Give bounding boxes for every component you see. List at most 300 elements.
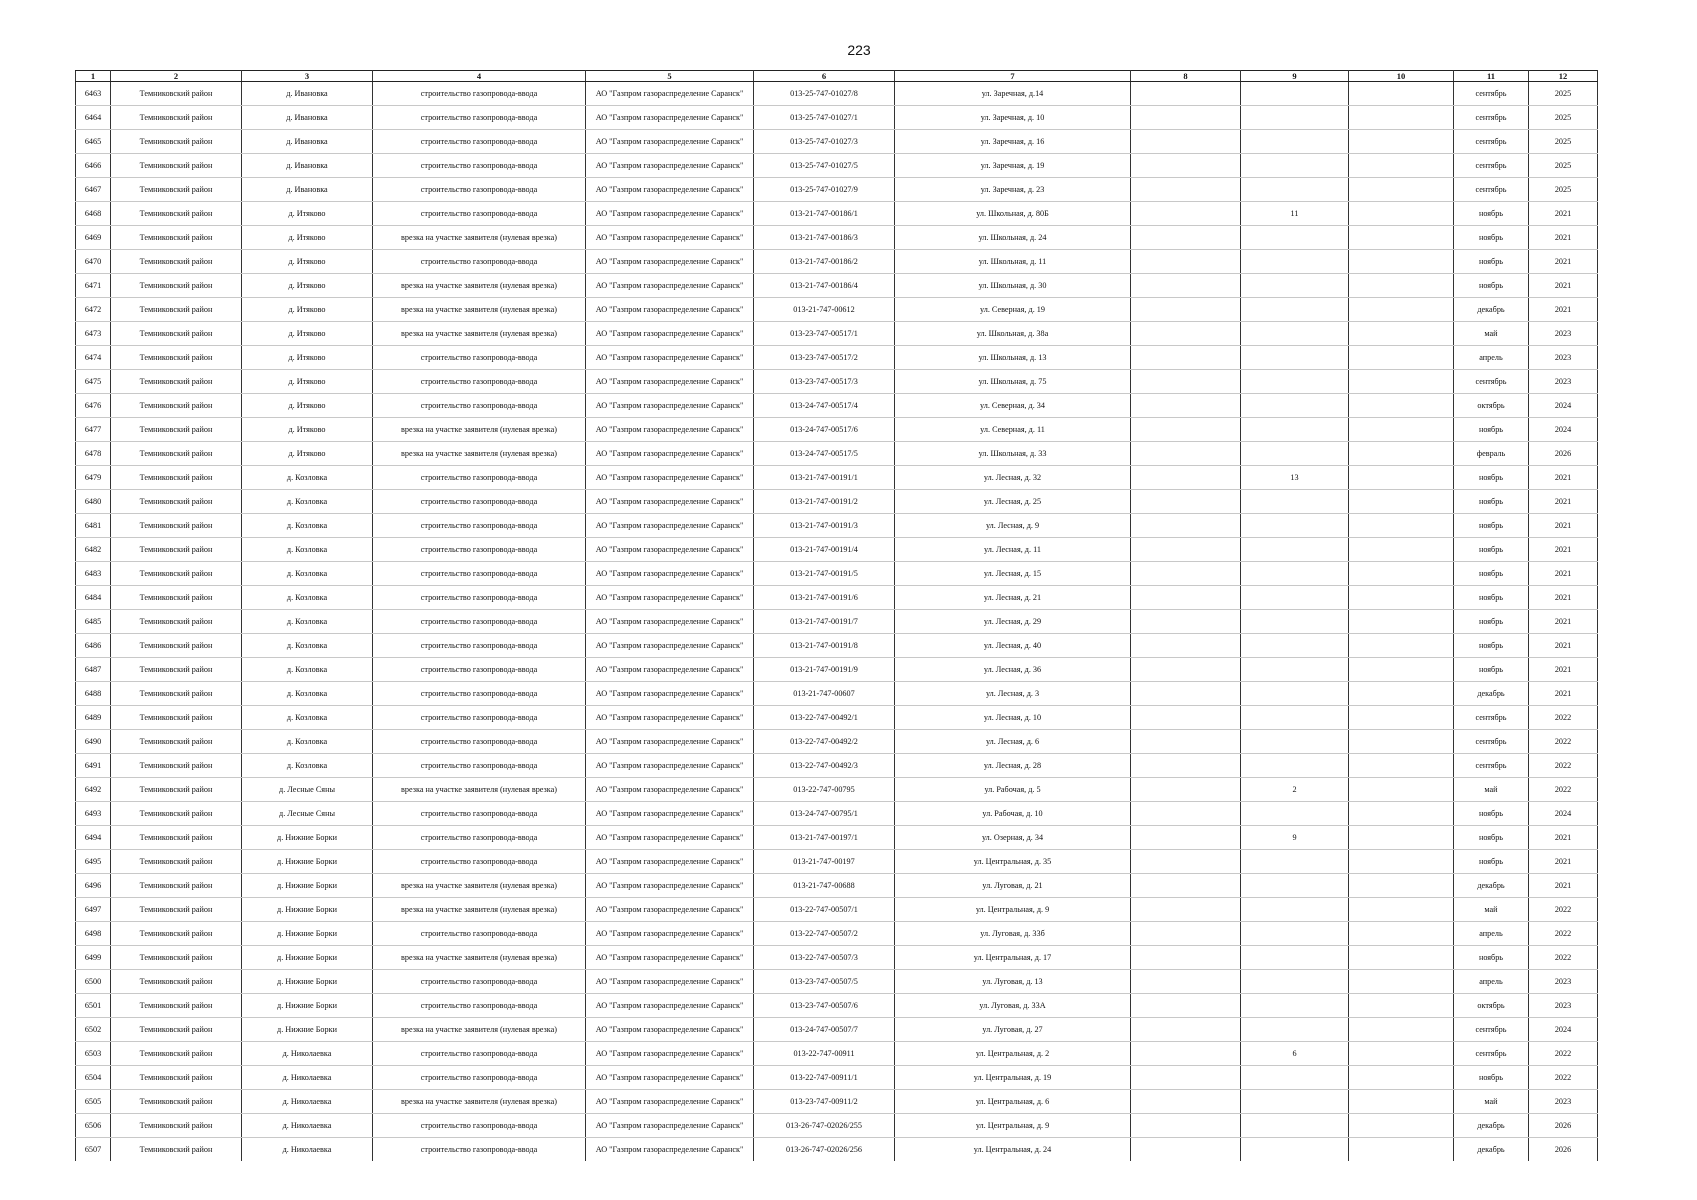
address-cell: ул. Лесная, д. 21 — [895, 586, 1131, 610]
contract-number-cell: 013-21-747-00191/7 — [754, 610, 895, 634]
district-cell: Темниковский район — [111, 610, 242, 634]
col-10-cell — [1349, 874, 1454, 898]
organization-cell: АО "Газпром газораспределение Саранск" — [586, 658, 754, 682]
district-cell: Темниковский район — [111, 778, 242, 802]
address-cell: ул. Лесная, д. 6 — [895, 730, 1131, 754]
col-10-cell — [1349, 250, 1454, 274]
contract-number-cell: 013-22-747-00492/2 — [754, 730, 895, 754]
organization-cell: АО "Газпром газораспределение Саранск" — [586, 202, 754, 226]
address-cell: ул. Лесная, д. 40 — [895, 634, 1131, 658]
contract-number-cell: 013-25-747-01027/3 — [754, 130, 895, 154]
organization-cell: АО "Газпром газораспределение Саранск" — [586, 850, 754, 874]
work-type-cell: строительство газопровода-ввода — [373, 346, 586, 370]
col-10-cell — [1349, 850, 1454, 874]
contract-number-cell: 013-24-747-00517/6 — [754, 418, 895, 442]
col-10-cell — [1349, 202, 1454, 226]
address-cell: ул. Лесная, д. 11 — [895, 538, 1131, 562]
year-cell: 2021 — [1529, 466, 1598, 490]
col-8-cell — [1131, 442, 1241, 466]
district-cell: Темниковский район — [111, 1138, 242, 1162]
address-cell: ул. Заречная, д. 23 — [895, 178, 1131, 202]
organization-cell: АО "Газпром газораспределение Саранск" — [586, 778, 754, 802]
contract-number-cell: 013-21-747-00191/1 — [754, 466, 895, 490]
district-cell: Темниковский район — [111, 970, 242, 994]
row-number-cell: 6486 — [76, 634, 111, 658]
col-10-cell — [1349, 82, 1454, 106]
row-number-cell: 6470 — [76, 250, 111, 274]
settlement-cell: д. Итяково — [242, 418, 373, 442]
work-type-cell: строительство газопровода-ввода — [373, 634, 586, 658]
address-cell: ул. Лесная, д. 3 — [895, 682, 1131, 706]
settlement-cell: д. Николаевка — [242, 1090, 373, 1114]
col-8-cell — [1131, 562, 1241, 586]
gasification-register-table — [75, 70, 1598, 1161]
row-number-cell: 6481 — [76, 514, 111, 538]
work-type-cell: строительство газопровода-ввода — [373, 466, 586, 490]
contract-number-cell: 013-21-747-00191/3 — [754, 514, 895, 538]
col-10-cell — [1349, 826, 1454, 850]
district-cell: Темниковский район — [111, 730, 242, 754]
district-cell: Темниковский район — [111, 1114, 242, 1138]
district-cell: Темниковский район — [111, 1042, 242, 1066]
settlement-cell: д. Николаевка — [242, 1138, 373, 1162]
year-cell: 2023 — [1529, 346, 1598, 370]
month-cell: ноябрь — [1454, 514, 1529, 538]
district-cell: Темниковский район — [111, 370, 242, 394]
col-8-cell — [1131, 1018, 1241, 1042]
settlement-cell: д. Ивановка — [242, 82, 373, 106]
col-10-cell — [1349, 226, 1454, 250]
work-type-cell: врезка на участке заявителя (нулевая врезка) — [373, 322, 586, 346]
organization-cell: АО "Газпром газораспределение Саранск" — [586, 226, 754, 250]
col-10-cell — [1349, 562, 1454, 586]
col-9-cell: 11 — [1241, 202, 1349, 226]
settlement-cell: д. Козловка — [242, 562, 373, 586]
work-type-cell: строительство газопровода-ввода — [373, 1114, 586, 1138]
table-row — [76, 586, 1598, 610]
district-cell: Темниковский район — [111, 442, 242, 466]
column-header: 7 — [895, 71, 1131, 82]
district-cell: Темниковский район — [111, 946, 242, 970]
row-number-cell: 6473 — [76, 322, 111, 346]
contract-number-cell: 013-26-747-02026/256 — [754, 1138, 895, 1162]
work-type-cell: строительство газопровода-ввода — [373, 154, 586, 178]
address-cell: ул. Озерная, д. 34 — [895, 826, 1131, 850]
year-cell: 2024 — [1529, 418, 1598, 442]
month-cell: сентябрь — [1454, 1018, 1529, 1042]
row-number-cell: 6488 — [76, 682, 111, 706]
month-cell: ноябрь — [1454, 538, 1529, 562]
col-10-cell — [1349, 154, 1454, 178]
col-9-cell — [1241, 610, 1349, 634]
table-row — [76, 322, 1598, 346]
work-type-cell: строительство газопровода-ввода — [373, 802, 586, 826]
col-9-cell — [1241, 682, 1349, 706]
contract-number-cell: 013-22-747-00911/1 — [754, 1066, 895, 1090]
year-cell: 2021 — [1529, 586, 1598, 610]
col-8-cell — [1131, 682, 1241, 706]
table-row — [76, 1018, 1598, 1042]
district-cell: Темниковский район — [111, 466, 242, 490]
organization-cell: АО "Газпром газораспределение Саранск" — [586, 82, 754, 106]
col-8-cell — [1131, 658, 1241, 682]
work-type-cell: строительство газопровода-ввода — [373, 1138, 586, 1162]
col-10-cell — [1349, 442, 1454, 466]
address-cell: ул. Северная, д. 34 — [895, 394, 1131, 418]
work-type-cell: строительство газопровода-ввода — [373, 682, 586, 706]
col-10-cell — [1349, 1066, 1454, 1090]
address-cell: ул. Школьная, д. 24 — [895, 226, 1131, 250]
month-cell: сентябрь — [1454, 106, 1529, 130]
organization-cell: АО "Газпром газораспределение Саранск" — [586, 250, 754, 274]
district-cell: Темниковский район — [111, 562, 242, 586]
year-cell: 2024 — [1529, 1018, 1598, 1042]
work-type-cell: строительство газопровода-ввода — [373, 922, 586, 946]
work-type-cell: строительство газопровода-ввода — [373, 586, 586, 610]
col-8-cell — [1131, 82, 1241, 106]
district-cell: Темниковский район — [111, 298, 242, 322]
settlement-cell: д. Лесные Cяны — [242, 778, 373, 802]
column-header: 12 — [1529, 71, 1598, 82]
district-cell: Темниковский район — [111, 538, 242, 562]
month-cell: ноябрь — [1454, 802, 1529, 826]
settlement-cell: д. Ивановка — [242, 106, 373, 130]
col-10-cell — [1349, 946, 1454, 970]
year-cell: 2021 — [1529, 202, 1598, 226]
col-10-cell — [1349, 970, 1454, 994]
settlement-cell: д. Нижние Борки — [242, 946, 373, 970]
col-10-cell — [1349, 466, 1454, 490]
year-cell: 2022 — [1529, 706, 1598, 730]
address-cell: ул. Школьная, д. 13 — [895, 346, 1131, 370]
col-10-cell — [1349, 298, 1454, 322]
month-cell: ноябрь — [1454, 610, 1529, 634]
settlement-cell: д. Нижние Борки — [242, 994, 373, 1018]
settlement-cell: д. Козловка — [242, 610, 373, 634]
address-cell: ул. Луговая, д. 33А — [895, 994, 1131, 1018]
address-cell: ул. Лесная, д. 28 — [895, 754, 1131, 778]
address-cell: ул. Луговая, д. 13 — [895, 970, 1131, 994]
col-8-cell — [1131, 226, 1241, 250]
settlement-cell: д. Козловка — [242, 490, 373, 514]
district-cell: Темниковский район — [111, 322, 242, 346]
district-cell: Темниковский район — [111, 1090, 242, 1114]
col-8-cell — [1131, 490, 1241, 514]
col-9-cell — [1241, 322, 1349, 346]
organization-cell: АО "Газпром газораспределение Саранск" — [586, 1090, 754, 1114]
address-cell: ул. Центральная, д. 2 — [895, 1042, 1131, 1066]
year-cell: 2021 — [1529, 514, 1598, 538]
address-cell: ул. Лесная, д. 15 — [895, 562, 1131, 586]
year-cell: 2021 — [1529, 850, 1598, 874]
col-9-cell — [1241, 226, 1349, 250]
organization-cell: АО "Газпром газораспределение Саранск" — [586, 610, 754, 634]
organization-cell: АО "Газпром газораспределение Саранск" — [586, 1066, 754, 1090]
month-cell: сентябрь — [1454, 706, 1529, 730]
district-cell: Темниковский район — [111, 130, 242, 154]
row-number-cell: 6505 — [76, 1090, 111, 1114]
table-row — [76, 202, 1598, 226]
table-row — [76, 418, 1598, 442]
address-cell: ул. Центральная, д. 19 — [895, 1066, 1131, 1090]
col-10-cell — [1349, 682, 1454, 706]
col-9-cell: 13 — [1241, 466, 1349, 490]
row-number-cell: 6468 — [76, 202, 111, 226]
district-cell: Темниковский район — [111, 898, 242, 922]
col-9-cell: 2 — [1241, 778, 1349, 802]
settlement-cell: д. Козловка — [242, 514, 373, 538]
month-cell: ноябрь — [1454, 466, 1529, 490]
year-cell: 2025 — [1529, 130, 1598, 154]
organization-cell: АО "Газпром газораспределение Саранск" — [586, 130, 754, 154]
col-8-cell — [1131, 418, 1241, 442]
organization-cell: АО "Газпром газораспределение Саранск" — [586, 922, 754, 946]
year-cell: 2026 — [1529, 1138, 1598, 1162]
address-cell: ул. Заречная, д. 10 — [895, 106, 1131, 130]
row-number-cell: 6493 — [76, 802, 111, 826]
address-cell: ул. Северная, д. 11 — [895, 418, 1131, 442]
work-type-cell: врезка на участке заявителя (нулевая врезка) — [373, 1018, 586, 1042]
organization-cell: АО "Газпром газораспределение Саранск" — [586, 682, 754, 706]
settlement-cell: д. Нижние Борки — [242, 826, 373, 850]
col-10-cell — [1349, 586, 1454, 610]
contract-number-cell: 013-23-747-00517/1 — [754, 322, 895, 346]
year-cell: 2021 — [1529, 826, 1598, 850]
organization-cell: АО "Газпром газораспределение Саранск" — [586, 298, 754, 322]
col-9-cell — [1241, 298, 1349, 322]
col-8-cell — [1131, 154, 1241, 178]
year-cell: 2023 — [1529, 322, 1598, 346]
address-cell: ул. Рабочая, д. 5 — [895, 778, 1131, 802]
organization-cell: АО "Газпром газораспределение Саранск" — [586, 106, 754, 130]
col-8-cell — [1131, 850, 1241, 874]
work-type-cell: строительство газопровода-ввода — [373, 82, 586, 106]
organization-cell: АО "Газпром газораспределение Саранск" — [586, 946, 754, 970]
col-8-cell — [1131, 1090, 1241, 1114]
col-9-cell — [1241, 346, 1349, 370]
table-row — [76, 178, 1598, 202]
col-10-cell — [1349, 1138, 1454, 1162]
settlement-cell: д. Итяково — [242, 346, 373, 370]
year-cell: 2024 — [1529, 802, 1598, 826]
contract-number-cell: 013-25-747-01027/8 — [754, 82, 895, 106]
contract-number-cell: 013-21-747-00191/5 — [754, 562, 895, 586]
year-cell: 2023 — [1529, 1090, 1598, 1114]
contract-number-cell: 013-24-747-00517/4 — [754, 394, 895, 418]
settlement-cell: д. Козловка — [242, 730, 373, 754]
work-type-cell: строительство газопровода-ввода — [373, 178, 586, 202]
year-cell: 2025 — [1529, 178, 1598, 202]
address-cell: ул. Школьная, д. 80Б — [895, 202, 1131, 226]
work-type-cell: врезка на участке заявителя (нулевая врезка) — [373, 418, 586, 442]
col-10-cell — [1349, 1042, 1454, 1066]
column-header: 11 — [1454, 71, 1529, 82]
address-cell: ул. Центральная, д. 9 — [895, 898, 1131, 922]
col-9-cell — [1241, 970, 1349, 994]
month-cell: сентябрь — [1454, 82, 1529, 106]
district-cell: Темниковский район — [111, 634, 242, 658]
contract-number-cell: 013-25-747-01027/1 — [754, 106, 895, 130]
work-type-cell: врезка на участке заявителя (нулевая врезка) — [373, 874, 586, 898]
table-row — [76, 562, 1598, 586]
district-cell: Темниковский район — [111, 514, 242, 538]
col-8-cell — [1131, 754, 1241, 778]
settlement-cell: д. Козловка — [242, 658, 373, 682]
col-9-cell — [1241, 106, 1349, 130]
col-10-cell — [1349, 802, 1454, 826]
organization-cell: АО "Газпром газораспределение Саранск" — [586, 730, 754, 754]
year-cell: 2022 — [1529, 730, 1598, 754]
col-10-cell — [1349, 610, 1454, 634]
month-cell: октябрь — [1454, 394, 1529, 418]
settlement-cell: д. Итяково — [242, 370, 373, 394]
col-10-cell — [1349, 130, 1454, 154]
district-cell: Темниковский район — [111, 922, 242, 946]
col-8-cell — [1131, 514, 1241, 538]
col-10-cell — [1349, 490, 1454, 514]
month-cell: сентябрь — [1454, 754, 1529, 778]
work-type-cell: строительство газопровода-ввода — [373, 994, 586, 1018]
col-9-cell — [1241, 754, 1349, 778]
year-cell: 2025 — [1529, 106, 1598, 130]
month-cell: ноябрь — [1454, 850, 1529, 874]
work-type-cell: врезка на участке заявителя (нулевая врезка) — [373, 778, 586, 802]
row-number-cell: 6501 — [76, 994, 111, 1018]
address-cell: ул. Центральная, д. 17 — [895, 946, 1131, 970]
settlement-cell: д. Ивановка — [242, 178, 373, 202]
month-cell: апрель — [1454, 970, 1529, 994]
col-8-cell — [1131, 730, 1241, 754]
month-cell: сентябрь — [1454, 1042, 1529, 1066]
contract-number-cell: 013-21-747-00607 — [754, 682, 895, 706]
settlement-cell: д. Николаевка — [242, 1042, 373, 1066]
col-8-cell — [1131, 706, 1241, 730]
contract-number-cell: 013-21-747-00191/2 — [754, 490, 895, 514]
month-cell: ноябрь — [1454, 490, 1529, 514]
row-number-cell: 6489 — [76, 706, 111, 730]
column-header: 4 — [373, 71, 586, 82]
organization-cell: АО "Газпром газораспределение Саранск" — [586, 274, 754, 298]
address-cell: ул. Лесная, д. 9 — [895, 514, 1131, 538]
table-row — [76, 994, 1598, 1018]
col-9-cell — [1241, 250, 1349, 274]
district-cell: Темниковский район — [111, 202, 242, 226]
settlement-cell: д. Козловка — [242, 538, 373, 562]
work-type-cell: строительство газопровода-ввода — [373, 562, 586, 586]
organization-cell: АО "Газпром газораспределение Саранск" — [586, 442, 754, 466]
contract-number-cell: 013-24-747-00507/7 — [754, 1018, 895, 1042]
month-cell: ноябрь — [1454, 586, 1529, 610]
table-row — [76, 898, 1598, 922]
col-8-cell — [1131, 922, 1241, 946]
district-cell: Темниковский район — [111, 586, 242, 610]
table-row — [76, 538, 1598, 562]
organization-cell: АО "Газпром газораспределение Саранск" — [586, 418, 754, 442]
settlement-cell: д. Нижние Борки — [242, 874, 373, 898]
col-10-cell — [1349, 274, 1454, 298]
table-row — [76, 682, 1598, 706]
address-cell: ул. Центральная, д. 9 — [895, 1114, 1131, 1138]
row-number-cell: 6482 — [76, 538, 111, 562]
row-number-cell: 6476 — [76, 394, 111, 418]
col-8-cell — [1131, 346, 1241, 370]
contract-number-cell: 013-25-747-01027/5 — [754, 154, 895, 178]
col-10-cell — [1349, 178, 1454, 202]
col-9-cell — [1241, 562, 1349, 586]
month-cell: сентябрь — [1454, 154, 1529, 178]
organization-cell: АО "Газпром газораспределение Саранск" — [586, 970, 754, 994]
month-cell: ноябрь — [1454, 226, 1529, 250]
organization-cell: АО "Газпром газораспределение Саранск" — [586, 562, 754, 586]
contract-number-cell: 013-21-747-00186/1 — [754, 202, 895, 226]
col-9-cell — [1241, 874, 1349, 898]
contract-number-cell: 013-21-747-00186/2 — [754, 250, 895, 274]
month-cell: ноябрь — [1454, 826, 1529, 850]
organization-cell: АО "Газпром газораспределение Саранск" — [586, 586, 754, 610]
col-8-cell — [1131, 826, 1241, 850]
row-number-cell: 6504 — [76, 1066, 111, 1090]
organization-cell: АО "Газпром газораспределение Саранск" — [586, 322, 754, 346]
col-10-cell — [1349, 106, 1454, 130]
contract-number-cell: 013-21-747-00688 — [754, 874, 895, 898]
settlement-cell: д. Николаевка — [242, 1114, 373, 1138]
col-8-cell — [1131, 802, 1241, 826]
table-row — [76, 394, 1598, 418]
table-row — [76, 226, 1598, 250]
row-number-cell: 6477 — [76, 418, 111, 442]
column-header: 3 — [242, 71, 373, 82]
row-number-cell: 6490 — [76, 730, 111, 754]
month-cell: октябрь — [1454, 994, 1529, 1018]
work-type-cell: строительство газопровода-ввода — [373, 730, 586, 754]
year-cell: 2025 — [1529, 82, 1598, 106]
row-number-cell: 6484 — [76, 586, 111, 610]
col-9-cell — [1241, 730, 1349, 754]
month-cell: май — [1454, 322, 1529, 346]
row-number-cell: 6492 — [76, 778, 111, 802]
settlement-cell: д. Итяково — [242, 274, 373, 298]
organization-cell: АО "Газпром газораспределение Саранск" — [586, 706, 754, 730]
district-cell: Темниковский район — [111, 850, 242, 874]
col-8-cell — [1131, 106, 1241, 130]
col-8-cell — [1131, 274, 1241, 298]
work-type-cell: строительство газопровода-ввода — [373, 850, 586, 874]
district-cell: Темниковский район — [111, 226, 242, 250]
address-cell: ул. Лесная, д. 29 — [895, 610, 1131, 634]
settlement-cell: д. Итяково — [242, 298, 373, 322]
row-number-cell: 6480 — [76, 490, 111, 514]
year-cell: 2021 — [1529, 658, 1598, 682]
contract-number-cell: 013-23-747-00507/6 — [754, 994, 895, 1018]
col-10-cell — [1349, 898, 1454, 922]
col-8-cell — [1131, 610, 1241, 634]
month-cell: ноябрь — [1454, 562, 1529, 586]
work-type-cell: строительство газопровода-ввода — [373, 370, 586, 394]
row-number-cell: 6506 — [76, 1114, 111, 1138]
district-cell: Темниковский район — [111, 1066, 242, 1090]
year-cell: 2023 — [1529, 370, 1598, 394]
year-cell: 2022 — [1529, 778, 1598, 802]
table-row — [76, 850, 1598, 874]
col-8-cell — [1131, 874, 1241, 898]
col-9-cell — [1241, 130, 1349, 154]
contract-number-cell: 013-22-747-00507/3 — [754, 946, 895, 970]
table-row — [76, 1042, 1598, 1066]
row-number-cell: 6466 — [76, 154, 111, 178]
row-number-cell: 6507 — [76, 1138, 111, 1162]
settlement-cell: д. Нижние Борки — [242, 898, 373, 922]
district-cell: Темниковский район — [111, 874, 242, 898]
